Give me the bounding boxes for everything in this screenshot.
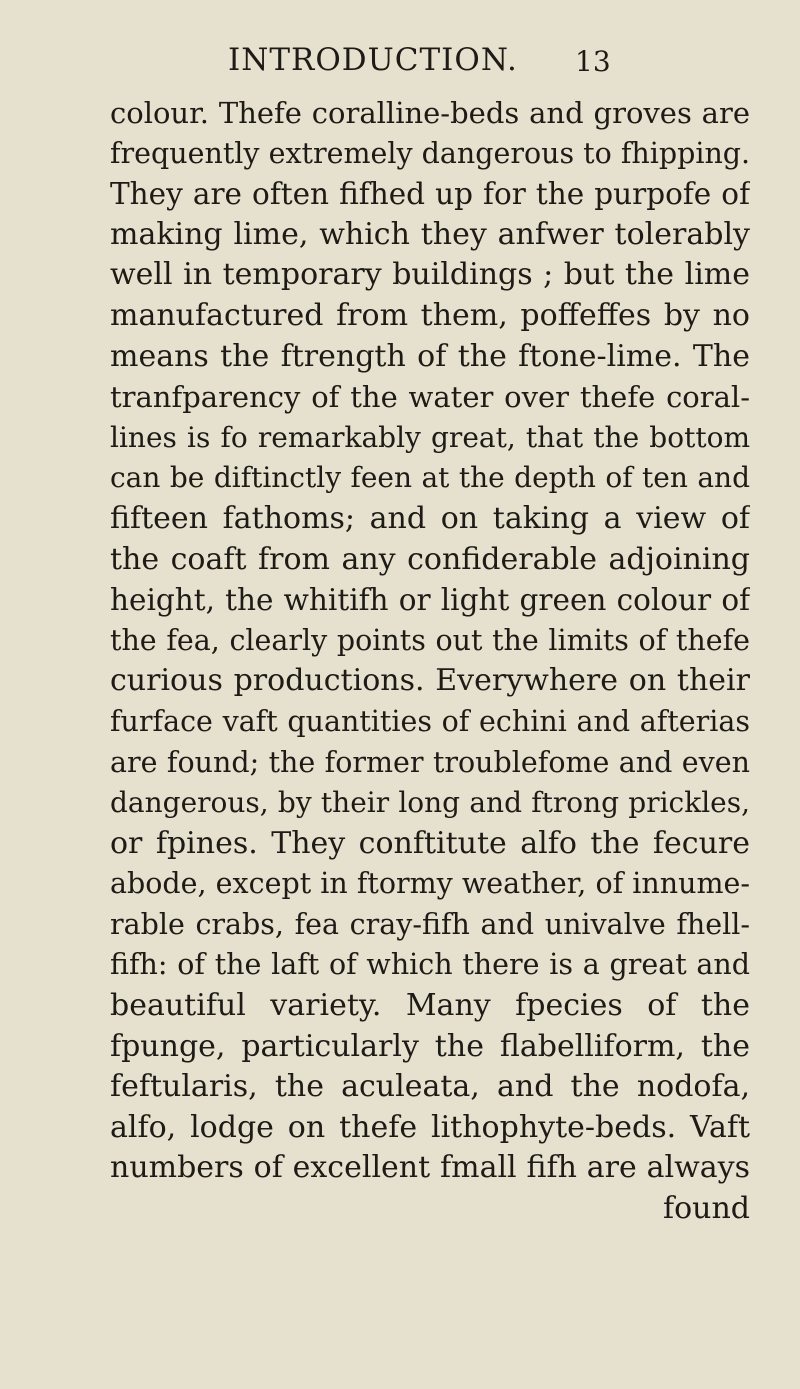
text-line: means the ftrength of the ftone-lime. The xyxy=(110,338,750,374)
text-line: are found; the former troublefome and even xyxy=(110,745,750,779)
text-line: numbers of excellent fmall fifh are always xyxy=(110,1150,750,1186)
text-line: dangerous, by their long and ftrong prickles, xyxy=(110,786,750,820)
text-line: fifh: of the laft of which there is a great and xyxy=(110,948,750,982)
text-line: feftularis, the aculeata, and the nodofa, xyxy=(110,1069,750,1105)
text-line: beautiful variety. Many fpecies of the xyxy=(110,988,750,1024)
text-line: colour. Thefe coralline-beds and groves are xyxy=(110,96,750,130)
text-line: rable crabs, fea cray-fifh and univalve fhell- xyxy=(110,907,750,941)
text-line: well in temporary buildings ; but the lime xyxy=(110,257,750,293)
text-line: or fpines. They conftitute alfo the fecure xyxy=(110,825,750,861)
text-line: furface vaft quantities of echini and afterias xyxy=(110,704,750,738)
text-line: height, the whitifh or light green colour of xyxy=(110,583,750,618)
text-line: They are often fifhed up for the purpofe of xyxy=(110,177,750,212)
text-line: manufactured from them, poffeffes by no xyxy=(110,297,750,333)
running-head-title: INTRODUCTION. xyxy=(228,42,518,78)
text-line: tranfparency of the water over thefe coral- xyxy=(110,380,750,415)
page-number: 13 xyxy=(575,45,611,78)
text-line: making lime, which they anfwer tolerably xyxy=(110,216,750,252)
text-line: fpunge, particularly the flabelliform, the xyxy=(110,1028,750,1064)
catchword: found xyxy=(662,1191,750,1227)
text-line: alfo, lodge on thefe lithophyte-beds. Vaft xyxy=(110,1109,750,1145)
text-line: abode, except in ftormy weather, of innume- xyxy=(110,867,750,901)
text-line: fifteen fathoms; and on taking a view of xyxy=(110,500,750,536)
body-text xyxy=(110,93,750,1230)
text-line: can be diftinctly feen at the depth of ten and xyxy=(110,461,750,495)
text-line: the coaft from any confiderable adjoining xyxy=(110,541,750,577)
text-line: lines is fo remarkably great, that the bottom xyxy=(110,420,750,454)
text-line: curious productions. Everywhere on their xyxy=(110,663,750,699)
running-head xyxy=(0,38,800,82)
text-line: frequently extremely dangerous to fhipping. xyxy=(110,136,750,170)
text-line: the fea, clearly points out the limits of thefe xyxy=(110,623,750,657)
